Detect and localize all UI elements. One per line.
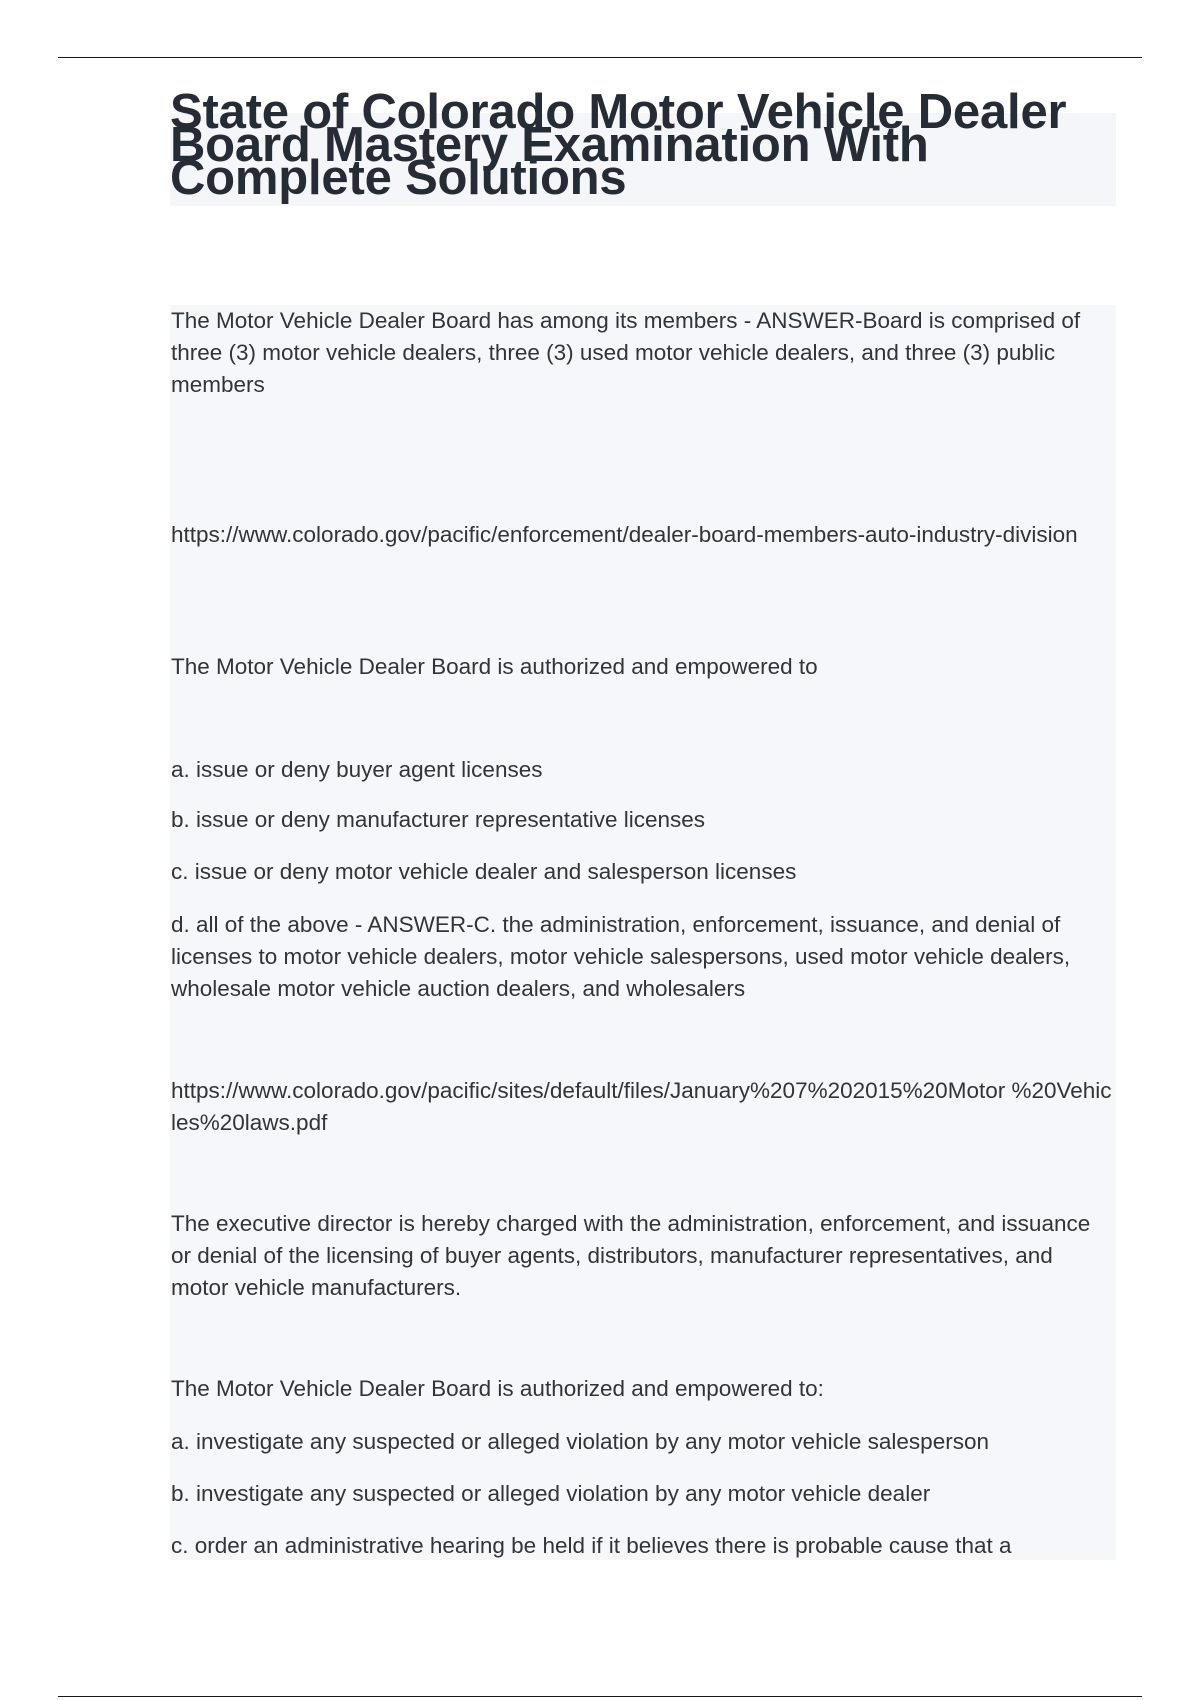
top-rule — [58, 57, 1142, 58]
option-a: a. issue or deny buyer agent licenses — [171, 757, 543, 782]
option-b-investigate: b. investigate any suspected or alleged violation by any motor vehicle dealer — [171, 1481, 931, 1506]
executive-director-note: The executive director is hereby charged with the administration, enforcement, and issuance or denial of the licensing of buyer agents, distributors, manufacturer representatives, and motor vehicle manufacturers. — [171, 1211, 1091, 1300]
option-a-investigate: a. investigate any suspected or alleged violation by any motor vehicle salesperson — [171, 1429, 989, 1454]
option-d-answer: d. all of the above - ANSWER-C. the administration, enforcement, issuance, and denial of licenses to motor vehicle dealers, motor vehicle salespersons, used motor vehicle dealers, wholesale motor vehicle auction dealers, and wholesalers — [171, 912, 1071, 1001]
option-c: c. issue or deny motor vehicle dealer and salesperson licenses — [171, 859, 797, 884]
option-b: b. issue or deny manufacturer representative licenses — [171, 807, 706, 832]
bottom-rule — [58, 1696, 1142, 1697]
reference-link-board-members[interactable]: https://www.colorado.gov/pacific/enforcement/dealer-board-members-auto-industry-division — [171, 522, 1078, 547]
question-board-members: The Motor Vehicle Dealer Board has among its members - ANSWER-Board is comprised of three (3) motor vehicle dealers, three (3) used motor vehicle dealers, and three (3) public members — [171, 308, 1081, 397]
document-title: State of Colorado Motor Vehicle Dealer Board Mastery Examination With Complete Solutions — [170, 85, 1067, 205]
option-c-hearing: c. order an administrative hearing be held if it believes there is probable cause that a — [171, 1533, 1012, 1558]
question-board-authority: The Motor Vehicle Dealer Board is authorized and empowered to — [171, 654, 818, 679]
reference-link-laws[interactable]: https://www.colorado.gov/pacific/sites/default/files/January%207%202015%20Motor %20Vehicles%20laws.pdf — [171, 1078, 1112, 1135]
question-board-investigate: The Motor Vehicle Dealer Board is authorized and empowered to: — [171, 1376, 824, 1401]
